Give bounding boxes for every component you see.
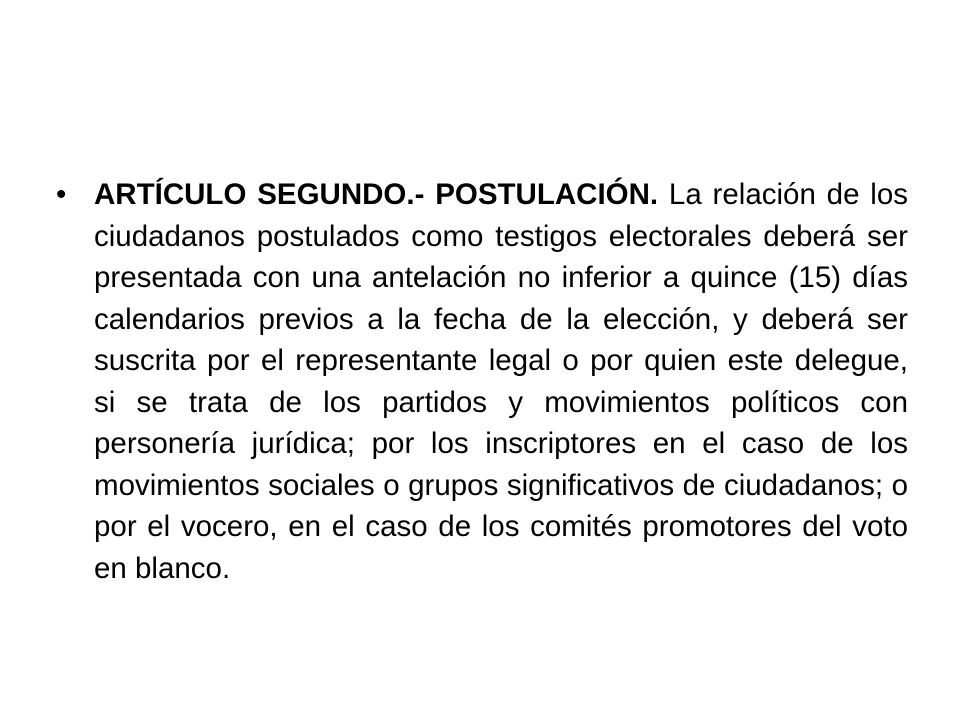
article-body: La relación de los ciudadanos postulados como testigos electorales deberá ser presentada con una antelación no inferior a quince (15) días calendarios previos a la fecha de la elección, y deberá ser suscrita por el representante legal o por quien este delegue, si se trata de los partidos y movimientos políticos con personería jurídica; por los inscriptores en el caso de los movimientos sociales o grupos significativos de ciudadanos; o por el vocero, en el caso de los comités promotores del voto en blanco. [94, 178, 909, 585]
article-heading: ARTÍCULO SEGUNDO.- POSTULACIÓN. [94, 178, 659, 211]
bullet-icon: • [56, 178, 67, 211]
article-paragraph [56, 174, 908, 589]
bullet-list [56, 174, 908, 589]
